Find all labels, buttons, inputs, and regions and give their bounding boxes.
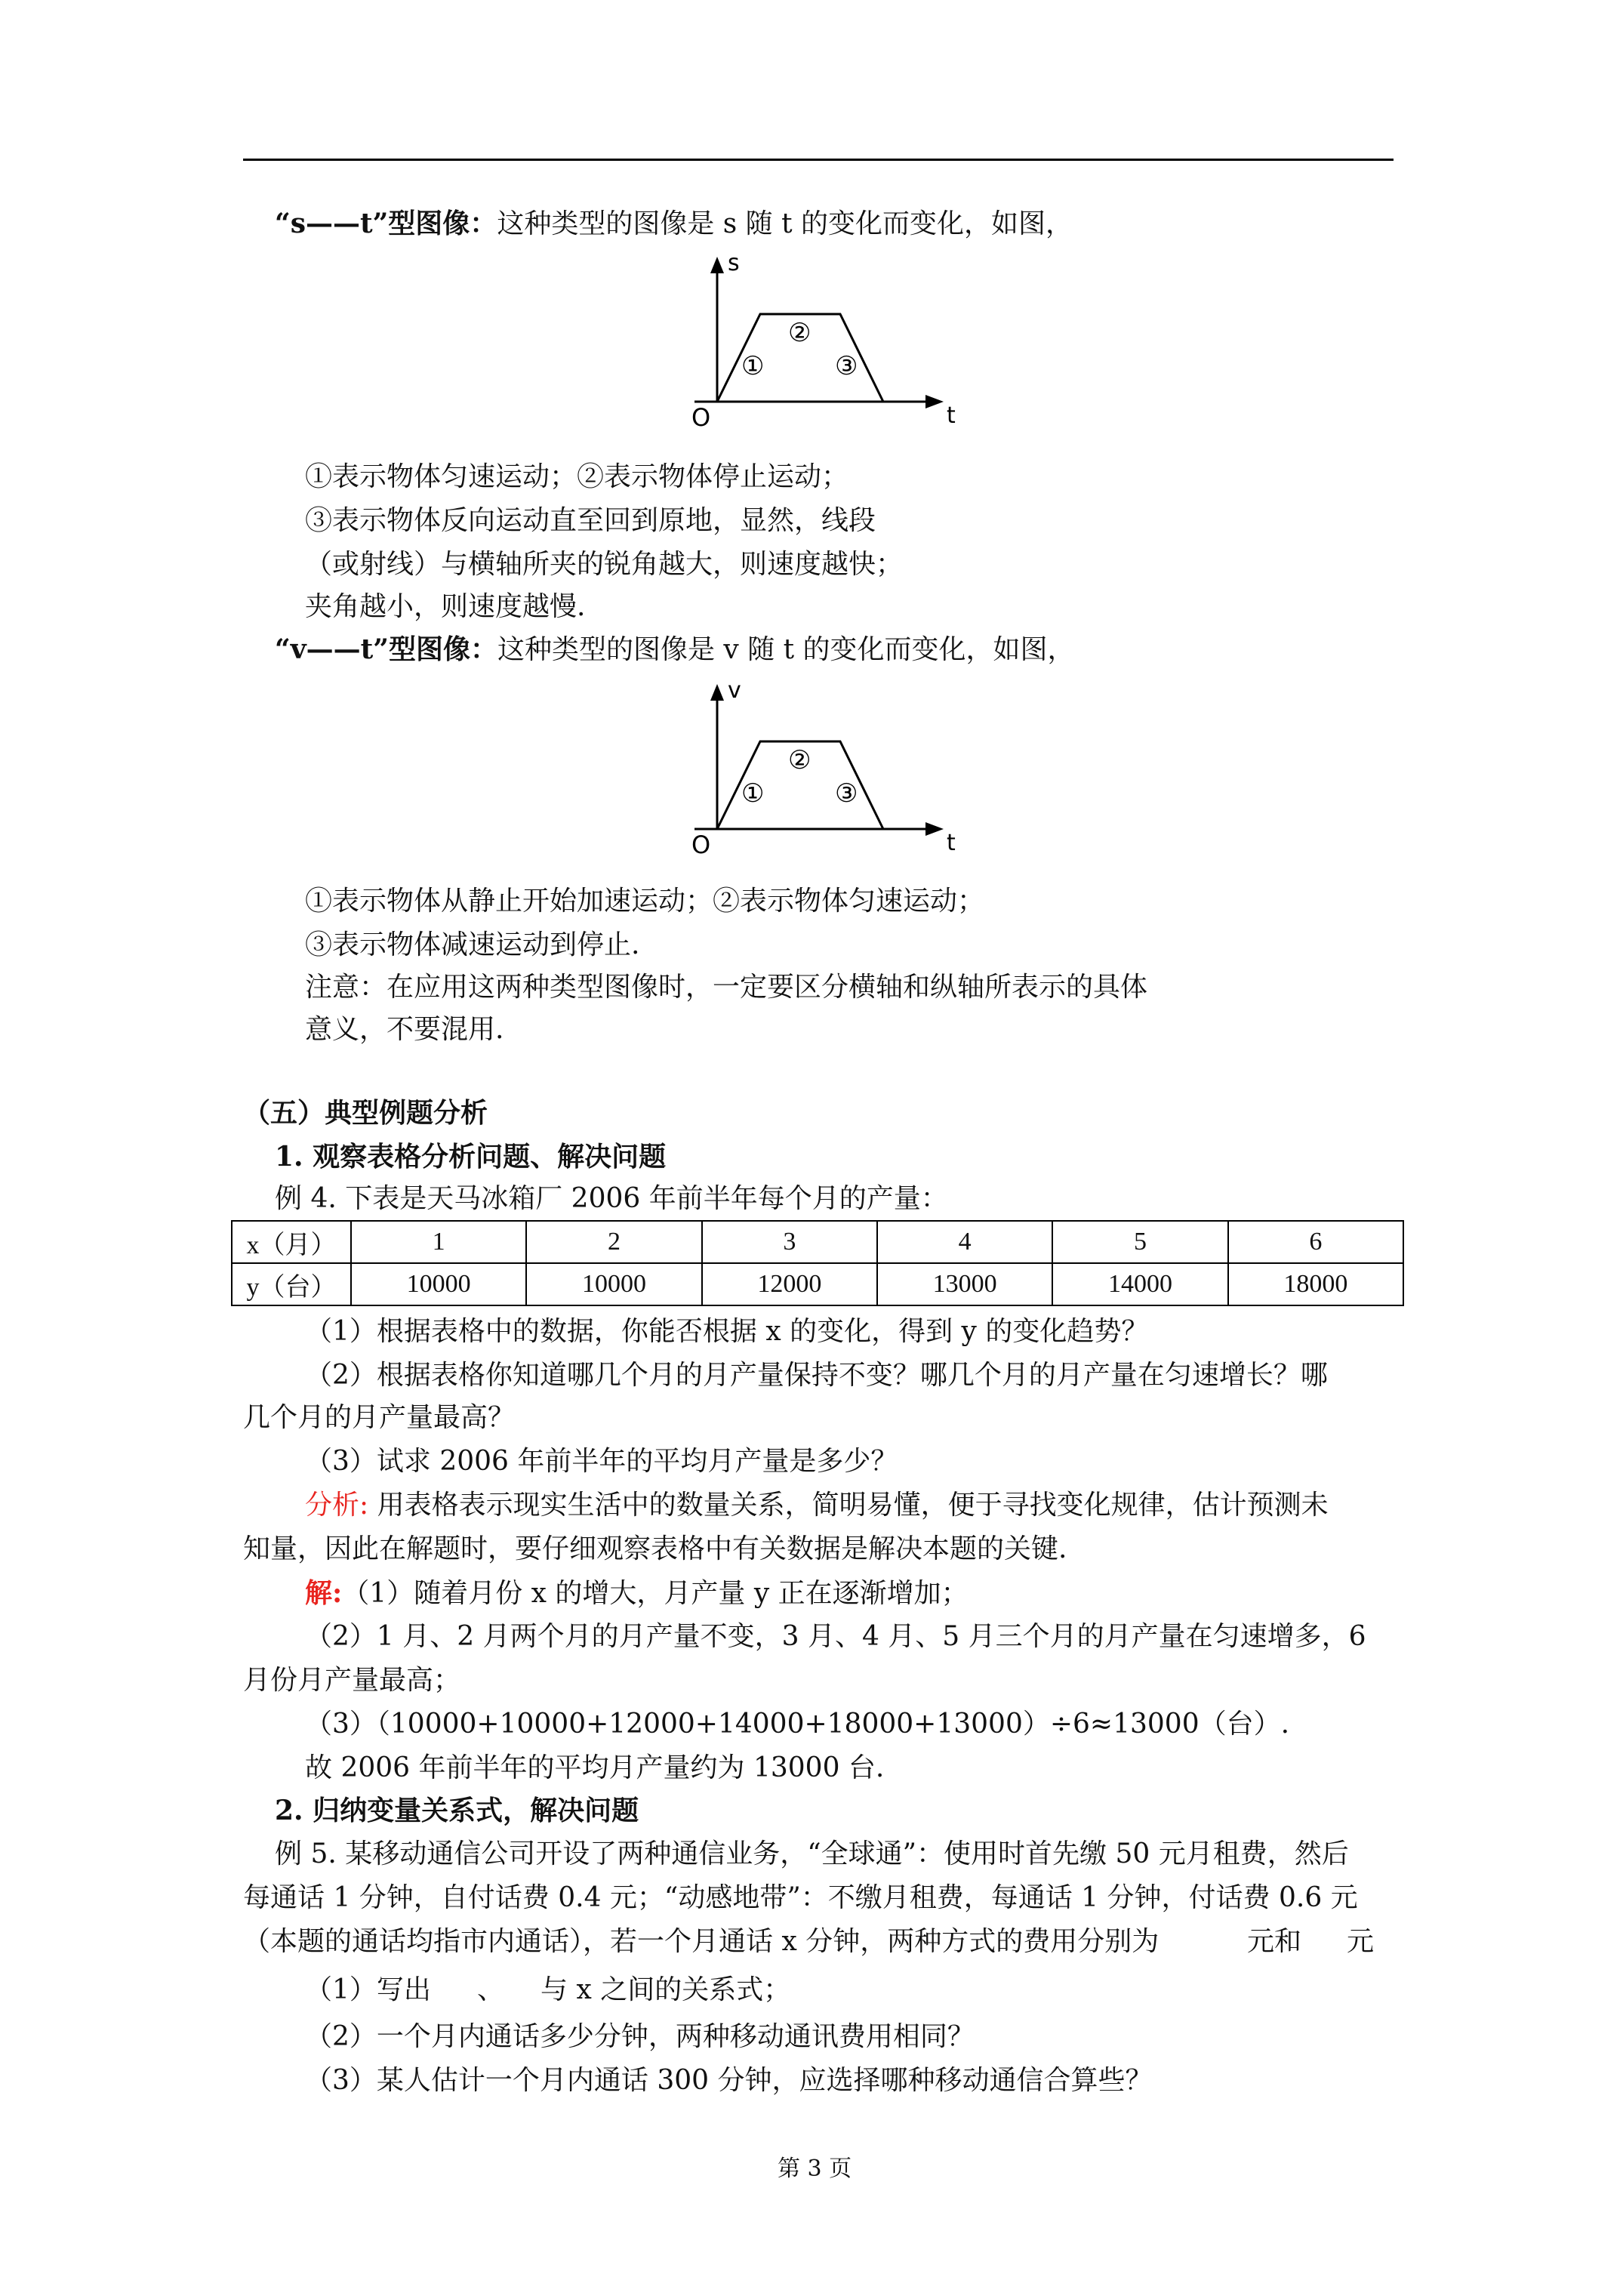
table-cell: 13000 [877, 1263, 1052, 1305]
example5-line-b: 每通话 1 分钟，自付话费 0.4 元；“动感地带”：不缴月租费，每通话 1 分钟，付话费 0.6 元 [243, 1882, 1358, 1913]
page-number: 第 3 页 [778, 2156, 852, 2182]
e5-question-3: （3）某人估计一个月内通话 300 分钟，应选择哪种移动通信合算些？ [305, 2065, 1153, 2096]
solution-1: （1）随着月份 x 的增大，月产量 y 正在逐渐增加； [342, 1578, 969, 1609]
sub1-heading: 1. 观察表格分析问题、解决问题 [275, 1141, 667, 1173]
st-graph-figure [679, 249, 981, 438]
st-x-label: t [947, 402, 956, 429]
st-heading: “s——t”型图像： [275, 208, 497, 239]
vt-x-label: t [947, 830, 956, 856]
question-2-b: 几个月的月产量最高？ [243, 1402, 516, 1433]
question-1: （1）根据表格中的数据，你能否根据 x 的变化，得到 y 的变化趋势？ [305, 1316, 1149, 1347]
st-heading-line [275, 210, 1073, 238]
example5-line-a: 例 5. 某移动通信公司开设了两种通信业务，“全球通”：使用时首先缴 50 元月租费，然后 [275, 1838, 1349, 1869]
vt-line-4: 意义，不要混用. [305, 1014, 504, 1045]
e5-question-1-b: 、 [477, 1974, 505, 2005]
solution-4: 故 2006 年前半年的平均月产量约为 13000 台. [305, 1752, 885, 1783]
table-cell: 2 [526, 1221, 701, 1263]
st-origin-label: O [691, 403, 711, 432]
yuan-label-2: 元 [1347, 1926, 1375, 1957]
table-cell: 4 [877, 1221, 1052, 1263]
table-row-y [232, 1263, 1403, 1305]
vt-line-1: ①表示物体从静止开始加速运动；②表示物体匀速运动； [305, 886, 985, 917]
vt-graph-figure [679, 676, 981, 865]
e5-question-1-a: （1）写出 [305, 1974, 431, 2005]
vt-heading-line [275, 633, 1075, 665]
table-cell: 10000 [351, 1263, 526, 1305]
st-line-1: ①表示物体匀速运动；②表示物体停止运动； [305, 461, 849, 492]
vt-segment-2: ② [788, 745, 812, 775]
st-segment-3: ③ [835, 351, 858, 381]
vt-heading: “v——t”型图像： [275, 633, 497, 665]
question-2-a: （2）根据表格你知道哪几个月的月产量保持不变？哪几个月的月产量在匀速增长？哪 [305, 1360, 1328, 1391]
st-intro: 这种类型的图像是 s 随 t 的变化而变化，如图， [497, 208, 1073, 239]
header-rule [243, 159, 1394, 161]
vt-y-label: v [728, 677, 741, 704]
example5-line-c: （本题的通话均指市内通话），若一个月通话 x 分钟，两种方式的费用分别为 [243, 1926, 1160, 1957]
vt-segment-1: ① [741, 778, 765, 809]
vt-origin-label: O [691, 831, 711, 859]
row-header-y: y（台） [232, 1263, 351, 1305]
st-y-label: s [728, 250, 740, 276]
table-cell: 5 [1052, 1221, 1227, 1263]
table-cell: 6 [1228, 1221, 1403, 1263]
yuan-label-1: 元和 [1247, 1926, 1302, 1957]
vt-line-2: ③表示物体减速运动到停止. [305, 929, 640, 960]
vt-intro: 这种类型的图像是 v 随 t 的变化而变化，如图， [497, 634, 1075, 665]
st-y-arrow [710, 257, 724, 273]
solution-2-b: 月份月产量最高； [243, 1665, 461, 1696]
part5-title: （五）典型例题分析 [243, 1097, 488, 1129]
analysis-line-b: 知量，因此在解题时，要仔细观察表格中有关数据是解决本题的关键. [243, 1533, 1067, 1564]
vt-y-arrow [710, 684, 724, 701]
e5-question-2: （2）一个月内通话多少分钟，两种移动通讯费用相同？ [305, 2021, 975, 2052]
st-line-3: （或射线）与横轴所夹的锐角越大，则速度越快； [305, 549, 904, 580]
vt-x-arrow [925, 822, 944, 836]
st-segment-2: ② [788, 318, 812, 348]
table-row-x [232, 1221, 1403, 1263]
table-cell: 14000 [1052, 1263, 1227, 1305]
table-cell: 3 [702, 1221, 877, 1263]
vt-segment-3: ③ [835, 778, 858, 809]
st-segment-1: ① [741, 351, 765, 381]
example4-text: 例 4. 下表是天马冰箱厂 2006 年前半年每个月的产量： [275, 1183, 948, 1214]
row-header-x: x（月） [232, 1221, 351, 1263]
analysis-line-a [305, 1492, 1329, 1519]
solution-2-a: （2）1 月、2 月两个月的月产量不变，3 月、4 月、5 月三个月的月产量在匀速增多，6 [305, 1621, 1366, 1652]
solution-label: 解: [305, 1577, 343, 1609]
analysis-label: 分析: [305, 1490, 369, 1521]
production-table [231, 1220, 1404, 1306]
analysis-text-a: 用表格表示现实生活中的数量关系，简明易懂，便于寻找变化规律，估计预测未 [368, 1490, 1329, 1521]
st-line-2: ③表示物体反向运动直至回到原地，显然，线段 [305, 505, 876, 536]
solution-3: （3）（10000+10000+12000+14000+18000+13000）÷6≈13000（台）. [305, 1709, 1290, 1740]
table-cell: 10000 [526, 1263, 701, 1305]
table-cell: 1 [351, 1221, 526, 1263]
st-line-4: 夹角越小，则速度越慢. [305, 591, 586, 622]
e5-question-1-c: 与 x 之间的关系式； [540, 1974, 791, 2005]
sub2-heading: 2. 归纳变量关系式，解决问题 [275, 1795, 639, 1826]
table-cell: 18000 [1228, 1263, 1403, 1305]
solution-line-1 [305, 1579, 969, 1607]
question-3: （3）试求 2006 年前半年的平均月产量是多少？ [305, 1446, 898, 1477]
table-cell: 12000 [702, 1263, 877, 1305]
vt-line-3: 注意：在应用这两种类型图像时，一定要区分横轴和纵轴所表示的具体 [305, 972, 1148, 1003]
st-x-arrow [925, 395, 944, 408]
